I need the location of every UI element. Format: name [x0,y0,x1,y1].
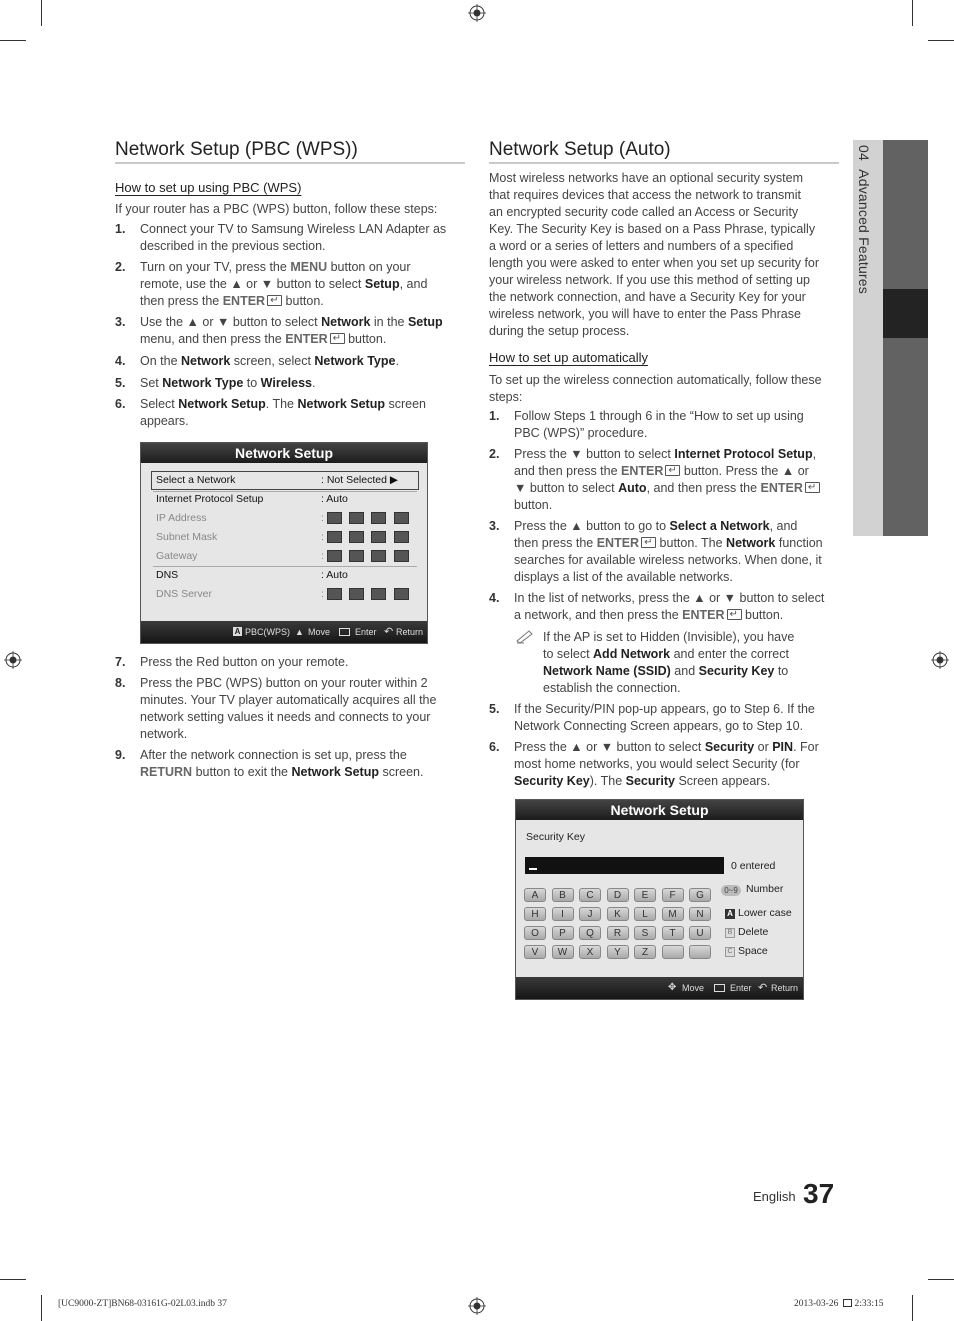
number-label: Number [746,883,784,895]
keypad-key[interactable]: E [634,888,656,902]
keypad-key[interactable]: X [579,945,601,959]
enter-icon [339,628,350,636]
keypad-key[interactable]: U [689,926,711,940]
security-key-input[interactable] [525,857,724,874]
number-toggle-icon: 0~9 [721,885,741,896]
footer-enter: Enter [730,983,752,993]
menu-row-subnet-mask: Subnet Mask : [153,528,417,547]
crop-mark [928,40,954,41]
keypad-key[interactable]: I [552,907,574,921]
registration-mark-icon [931,651,949,669]
security-key-label: Security Key [526,831,585,843]
print-slug-date: 2013-03-26 2:33:15 [794,1299,884,1309]
keypad-key[interactable]: A [524,888,546,902]
section-title-auto: Network Setup (Auto) [489,139,671,160]
red-a-button-icon: A [234,627,241,636]
keypad-key[interactable] [689,945,711,959]
crop-mark [0,1279,26,1280]
crop-mark [928,1279,954,1280]
keypad-key[interactable]: D [607,888,629,902]
subheading-auto: How to set up automatically [489,350,648,365]
keypad-key[interactable]: W [552,945,574,959]
enter-icon [267,295,282,306]
enter-icon [330,333,345,344]
page-language: English [753,1189,796,1204]
yellow-c-key-icon: C [725,947,735,957]
section-title-pbc: Network Setup (PBC (WPS)) [115,139,358,160]
menu-row-select-network[interactable]: Select a Network : Not Selected ▶ [156,474,398,486]
space-label: Space [738,945,768,957]
auto-intro: Most wireless networks have an optional security system that requires devices that access the network to transmit an encrypted security code called an Access or Security Key. The Security Key is based on a Pass Phrase, typically a word or a series of letters and numbers of a specified length you were asked to enter when you set up security for your wireless network. If you use this method of setting up the network connection, and have a Security Key for your wireless network, you will have to enter the Pass Phrase during the setup process. [489,171,820,338]
keypad-key[interactable]: G [689,888,711,902]
keypad-key[interactable]: P [552,926,574,940]
keypad-key[interactable]: J [579,907,601,921]
keypad-key[interactable]: F [662,888,684,902]
menu-row-gateway: Gateway : [153,547,417,566]
keypad-key[interactable]: H [524,907,546,921]
enter-icon [714,984,725,992]
network-setup-screen-pbc [140,442,428,644]
screen-title: Network Setup [516,800,803,820]
green-b-key-icon: B [725,928,735,938]
footer-return: Return [771,983,799,993]
keypad-key[interactable]: O [524,926,546,940]
auto-intro-2: To set up the wireless connection automatically, follow these steps: [489,373,822,404]
return-icon: ↶ [758,982,768,994]
intro-text: If your router has a PBC (WPS) button, follow these steps: [115,202,438,216]
print-slug-file: [UC9000-ZT]BN68-03161G-02L03.indb 37 [58,1299,227,1309]
return-icon: ↶ [384,626,394,638]
crop-mark [41,1295,42,1321]
keypad-key[interactable]: C [579,888,601,902]
keypad-key[interactable]: L [634,907,656,921]
registration-mark-icon [468,4,486,22]
red-a-key-icon: A [725,909,735,919]
subheading-pbc: How to set up using PBC (WPS) [115,180,302,195]
keypad-key[interactable]: V [524,945,546,959]
crop-mark [41,0,42,26]
hidden-ap-note: If the AP is set to Hidden (Invisible), you have to select Add Network and enter the correct Network Name (SSID) and Security Key to establish the connection. [543,630,795,695]
keypad-key[interactable]: T [662,926,684,940]
lower-case-label: Lower case [738,907,792,919]
delete-label: Delete [738,926,769,938]
keypad-key[interactable]: Y [607,945,629,959]
keypad-key[interactable]: Q [579,926,601,940]
keypad-key[interactable]: R [607,926,629,940]
crop-mark [0,40,26,41]
keypad-key[interactable]: M [662,907,684,921]
crop-mark [912,0,913,26]
footer-return: Return [396,627,424,637]
move-arrows-icon: ✥ [668,982,677,993]
chapter-tab-marker [883,289,928,338]
enter-icon [665,465,680,476]
menu-row-ip-setup[interactable]: Internet Protocol Setup : Auto [156,493,348,505]
crop-mark [912,1295,913,1321]
title-rule [489,162,839,164]
keypad-key[interactable] [662,945,684,959]
screen-footer [141,621,427,643]
keypad-key[interactable]: B [552,888,574,902]
menu-row-ip-address: IP Address : [153,509,417,528]
keypad-key[interactable]: K [607,907,629,921]
screen-title: Network Setup [141,443,427,463]
registration-mark-icon [468,1297,486,1315]
footer-pbc: PBC(WPS) [245,627,290,637]
chapter-label: 04 Advanced Features [856,145,872,294]
footer-enter: Enter [355,627,377,637]
page-number: 37 [803,1178,835,1209]
menu-row-dns-server: DNS Server : [153,585,417,604]
enter-icon [641,537,656,548]
menu-row-dns[interactable]: DNS : Auto [156,569,348,581]
enter-icon [805,482,820,493]
footer-move: Move [308,627,331,637]
enter-icon [727,609,742,620]
keypad-key[interactable]: S [634,926,656,940]
chapter-tab-band [883,140,928,536]
entered-count: 0 entered [731,860,776,872]
keypad-key[interactable]: N [689,907,711,921]
screen-footer [516,977,803,999]
registration-mark-icon [4,651,22,669]
note-pencil-icon [515,628,535,644]
title-rule [115,162,465,164]
move-updown-icon: ▲︎ [295,627,304,637]
footer-move: Move [682,983,705,993]
keypad-key[interactable]: Z [634,945,656,959]
security-key-screen [515,799,804,1000]
clock-icon [843,1299,852,1307]
